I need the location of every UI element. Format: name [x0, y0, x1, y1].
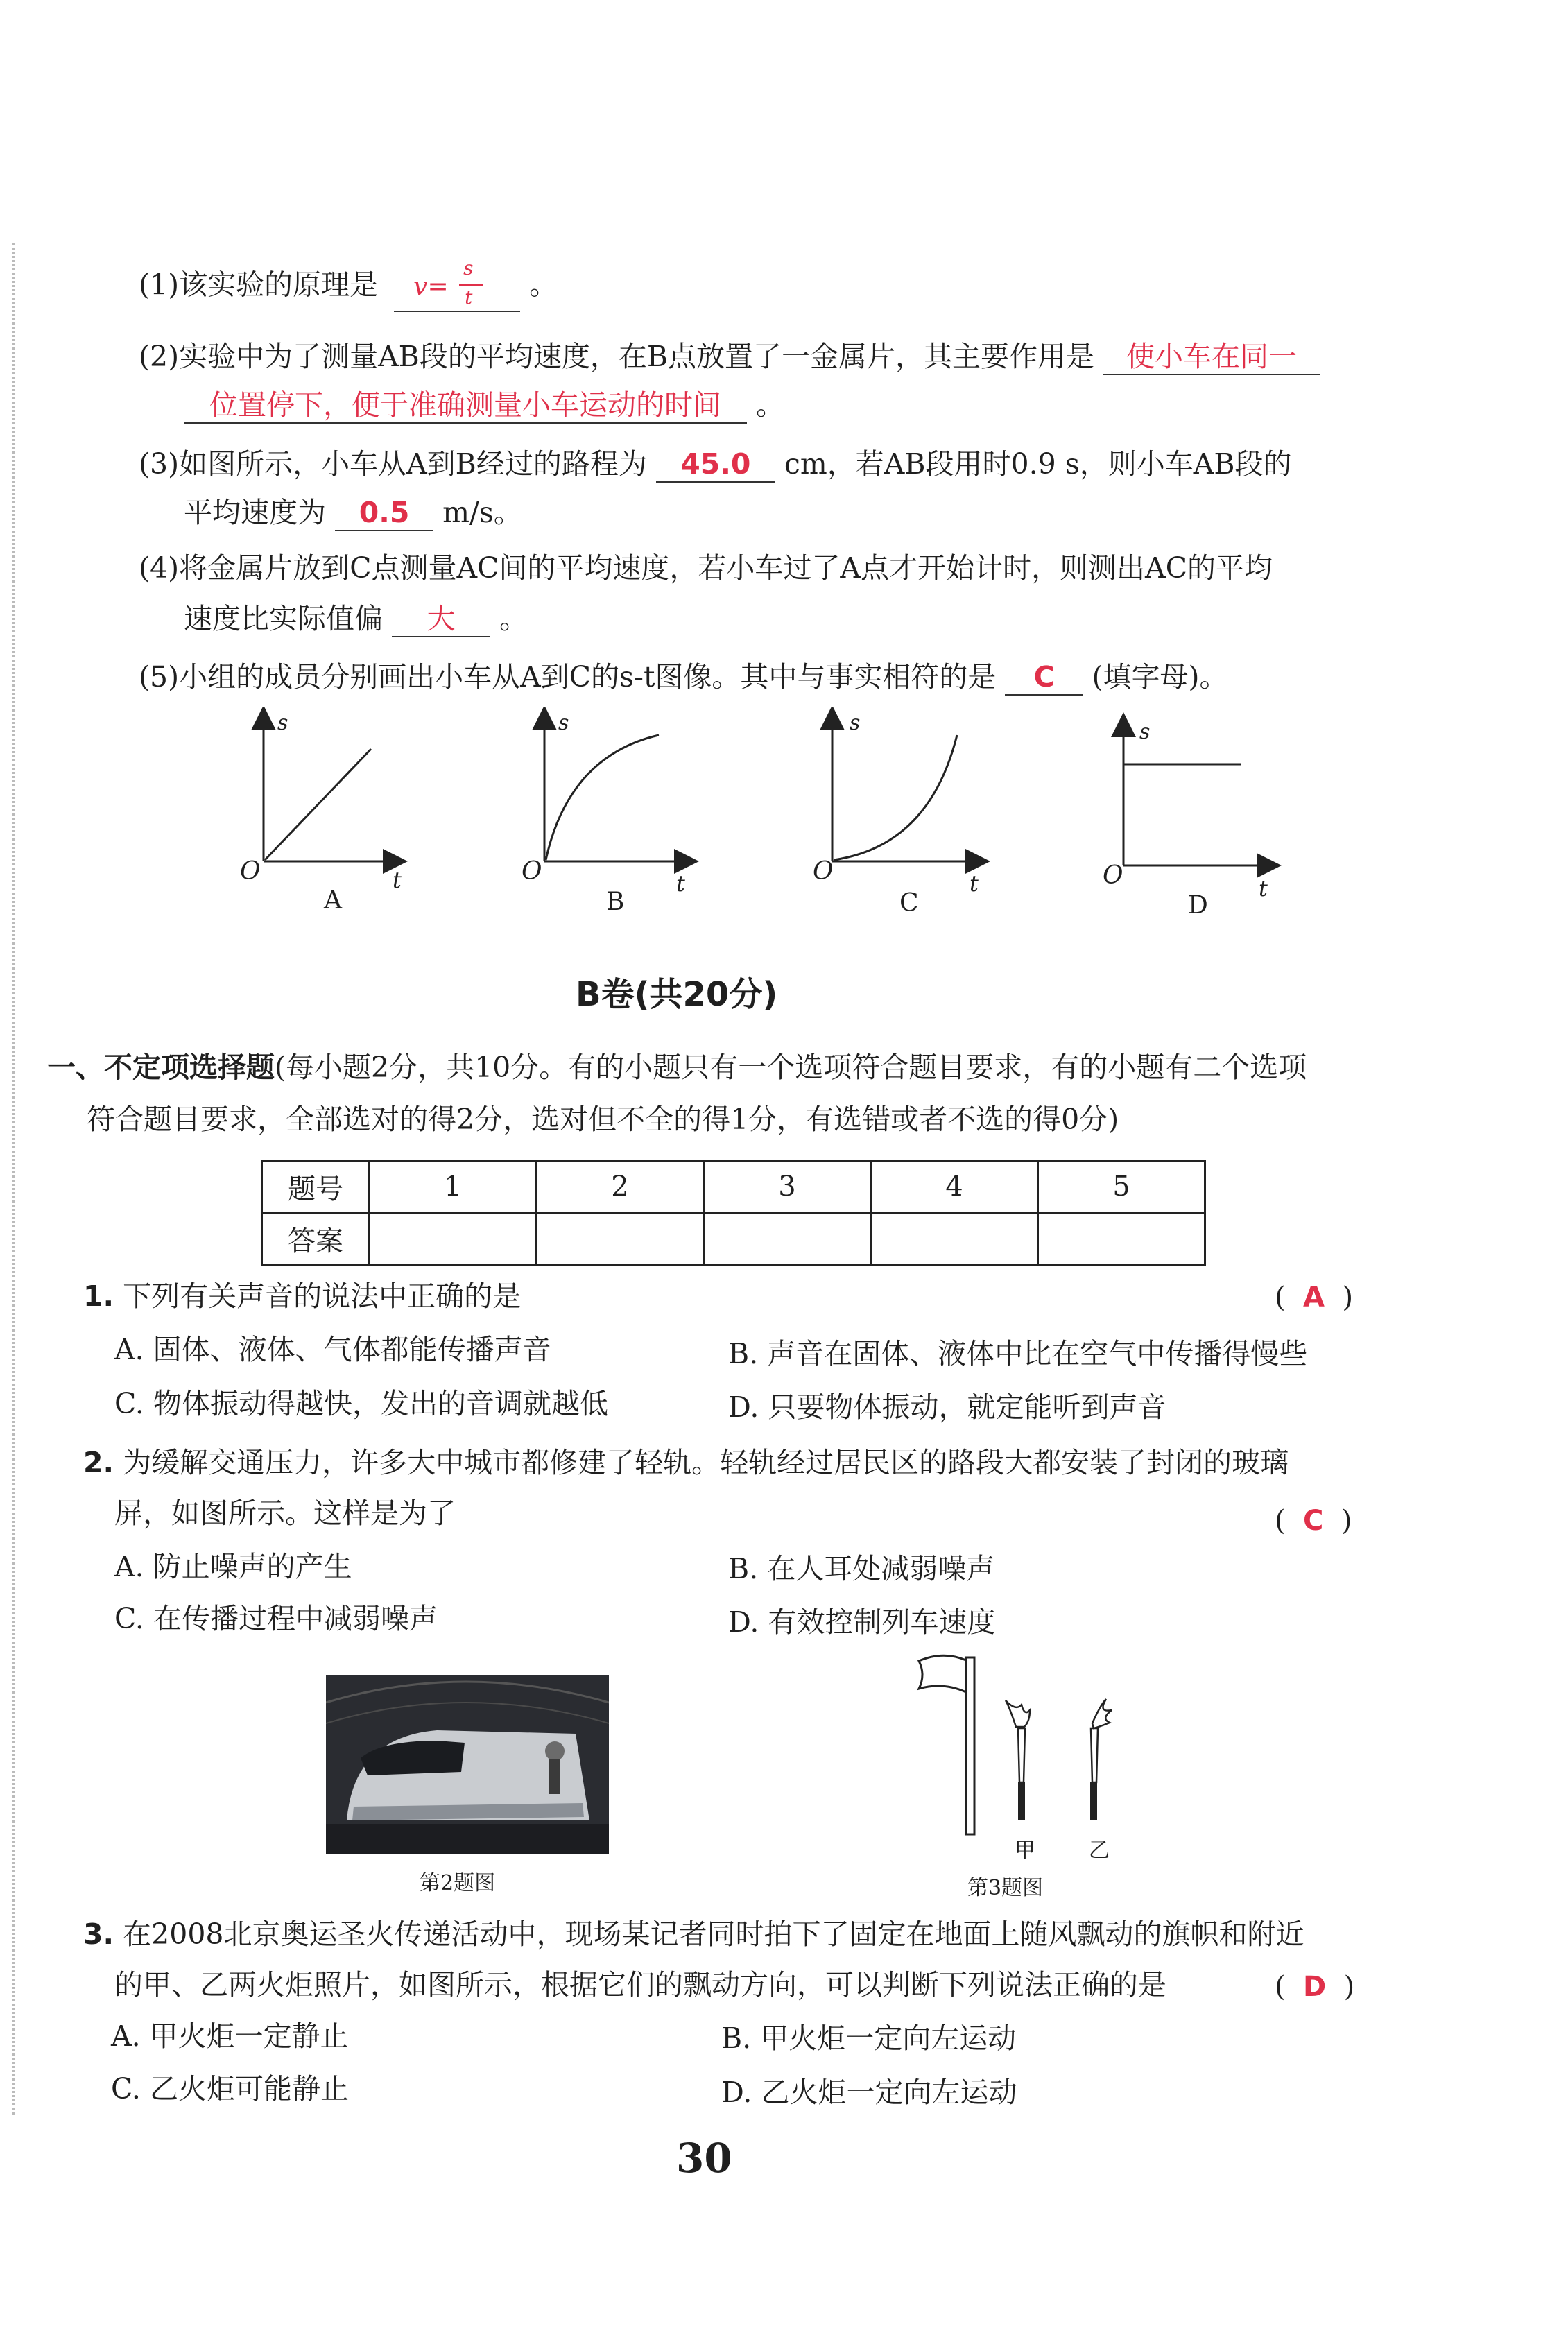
q4-line1: (4)将金属片放到C点测量AC间的平均速度，若小车过了A点才开始计时，则测出AC的平均 [139, 551, 1273, 585]
q2-answer-part2: 位置停下，便于准确测量小车运动的时间 [184, 388, 747, 424]
graph-d [1123, 725, 1269, 865]
q3-line1: (3)如图所示，小车从A到B经过的路程为 45.0 cm，若AB段用时0.9 s，则小车AB段的 [139, 447, 1292, 483]
graph-d-origin: O [1103, 861, 1123, 890]
question-3-option-c: C. 乙火炬可能静止 [111, 2072, 349, 2105]
q5-answer: C [1005, 660, 1083, 696]
part-one-line2: 符合题目要求，全部选对的得2分，选对但不全的得1分，有选错或者不选的得0分) [87, 1103, 1119, 1136]
answer-table-num: 4 [871, 1161, 1038, 1213]
margin-dotted-line [12, 243, 15, 2115]
answer-table-num: 2 [537, 1161, 704, 1213]
q5-line: (5)小组的成员分别画出小车从A到C的s-t图像。其中与事实相符的是 C (填字母)。 [139, 660, 1228, 696]
graph-a [264, 718, 395, 861]
graph-b-t-label: t [676, 870, 685, 897]
graph-a-origin: O [240, 857, 261, 886]
question-1-option-c: C. 物体振动得越快，发出的音调就越低 [114, 1387, 608, 1420]
q4-line2: 速度比实际值偏 大 。 [184, 602, 528, 637]
q2-answer-part1: 使小车在同一 [1103, 340, 1320, 375]
answer-table [261, 1160, 1206, 1266]
answer-table-label: 题号 [262, 1161, 370, 1213]
graph-c-origin: O [813, 857, 834, 886]
graph-c-t-label: t [970, 870, 979, 897]
question-3-option-b: B. 甲火炬一定向左运动 [721, 2022, 1017, 2055]
graph-a-label: A [324, 886, 342, 915]
page-number: 30 [676, 2135, 732, 2182]
question-1-answer: ( A ) [1275, 1282, 1354, 1313]
answer-table-row-numbers [262, 1161, 1205, 1213]
question-3-answer: ( D ) [1275, 1971, 1355, 2003]
graph-a-s-label: s [277, 711, 288, 735]
graph-c-s-label: s [850, 711, 861, 735]
graph-c-label: C [899, 889, 919, 918]
part-one-heading: 一、不定项选择题 [47, 1051, 275, 1084]
q2-line2: 位置停下，便于准确测量小车运动的时间 。 [184, 388, 784, 424]
q3-answer-speed: 0.5 [335, 496, 433, 531]
figure-3-caption: 第3题图 [967, 1876, 1044, 1900]
question-2-option-a: A. 防止噪声的产生 [114, 1550, 352, 1583]
part-one-line1: 一、不定项选择题(每小题2分，共10分。有的小题只有一个选项符合题目要求，有的小题有二个选项 [47, 1051, 1307, 1084]
torch-left-label: 甲 [1015, 1838, 1035, 1863]
q2-line1: (2)实验中为了测量AB段的平均速度，在B点放置了一金属片，其主要作用是 使小车在同一 [139, 340, 1320, 375]
graph-d-t-label: t [1259, 875, 1268, 902]
question-3-option-a: A. 甲火炬一定静止 [111, 2019, 349, 2053]
graph-b-label: B [606, 888, 625, 916]
section-b-title: B卷(共20分) [576, 975, 778, 1014]
question-2-option-b: B. 在人耳处减弱噪声 [728, 1552, 995, 1585]
answer-cell[interactable] [704, 1213, 871, 1265]
answer-cell[interactable] [537, 1213, 704, 1265]
question-3-stem1: 3. 在2008北京奥运圣火传递活动中，现场某记者同时拍下了固定在地面上随风飘动的旗帜和附近 [83, 1918, 1304, 1951]
q4-answer: 大 [392, 602, 490, 637]
graph-d-s-label: s [1139, 720, 1151, 744]
question-1-option-d: D. 只要物体振动，就定能听到声音 [728, 1390, 1166, 1424]
q3-answer-distance: 45.0 [656, 447, 775, 483]
graph-b [544, 718, 687, 861]
torch-right-label: 乙 [1089, 1838, 1110, 1863]
answer-cell[interactable] [871, 1213, 1038, 1265]
graph-a-t-label: t [393, 867, 402, 893]
answer-table-num: 1 [370, 1161, 537, 1213]
answer-table-num: 5 [1038, 1161, 1205, 1213]
question-3-stem2: 的甲、乙两火炬照片，如图所示，根据它们的飘动方向，可以判断下列说法正确的是 [114, 1968, 1166, 2001]
answer-table-row-answers [262, 1213, 1205, 1265]
question-2-stem2: 屏，如图所示。这样是为了 [114, 1497, 456, 1530]
answer-table-label: 答案 [262, 1213, 370, 1265]
question-1-option-b: B. 声音在固体、液体中比在空气中传播得慢些 [728, 1337, 1308, 1370]
question-2-option-d: D. 有效控制列车速度 [728, 1605, 996, 1639]
graph-b-s-label: s [558, 711, 569, 735]
figure-2-caption: 第2题图 [420, 1871, 496, 1895]
graph-b-origin: O [522, 857, 542, 886]
question-1-option-a: A. 固体、液体、气体都能传播声音 [114, 1333, 551, 1366]
q1-line: (1)该实验的原理是 v= s t 。 [139, 262, 558, 312]
q1-text: (1)该实验的原理是 [139, 268, 379, 302]
answer-table-num: 3 [704, 1161, 871, 1213]
question-2-option-c: C. 在传播过程中减弱噪声 [114, 1602, 438, 1635]
graph-d-label: D [1188, 891, 1208, 920]
answer-cell[interactable] [370, 1213, 537, 1265]
graph-c [832, 718, 978, 861]
answer-cell[interactable] [1038, 1213, 1205, 1265]
light-rail-photo [326, 1675, 609, 1854]
question-2-answer: ( C ) [1275, 1505, 1352, 1537]
question-1-stem: 1. 下列有关声音的说法中正确的是 [83, 1280, 522, 1313]
q3-line2: 平均速度为 0.5 m/s。 [184, 496, 522, 531]
question-3-option-d: D. 乙火炬一定向左运动 [721, 2076, 1017, 2109]
question-2-stem1: 2. 为缓解交通压力，许多大中城市都修建了轻轨。轻轨经过居民区的路段大都安装了封闭的玻璃 [83, 1446, 1289, 1479]
q1-answer: v= s t [394, 262, 520, 312]
